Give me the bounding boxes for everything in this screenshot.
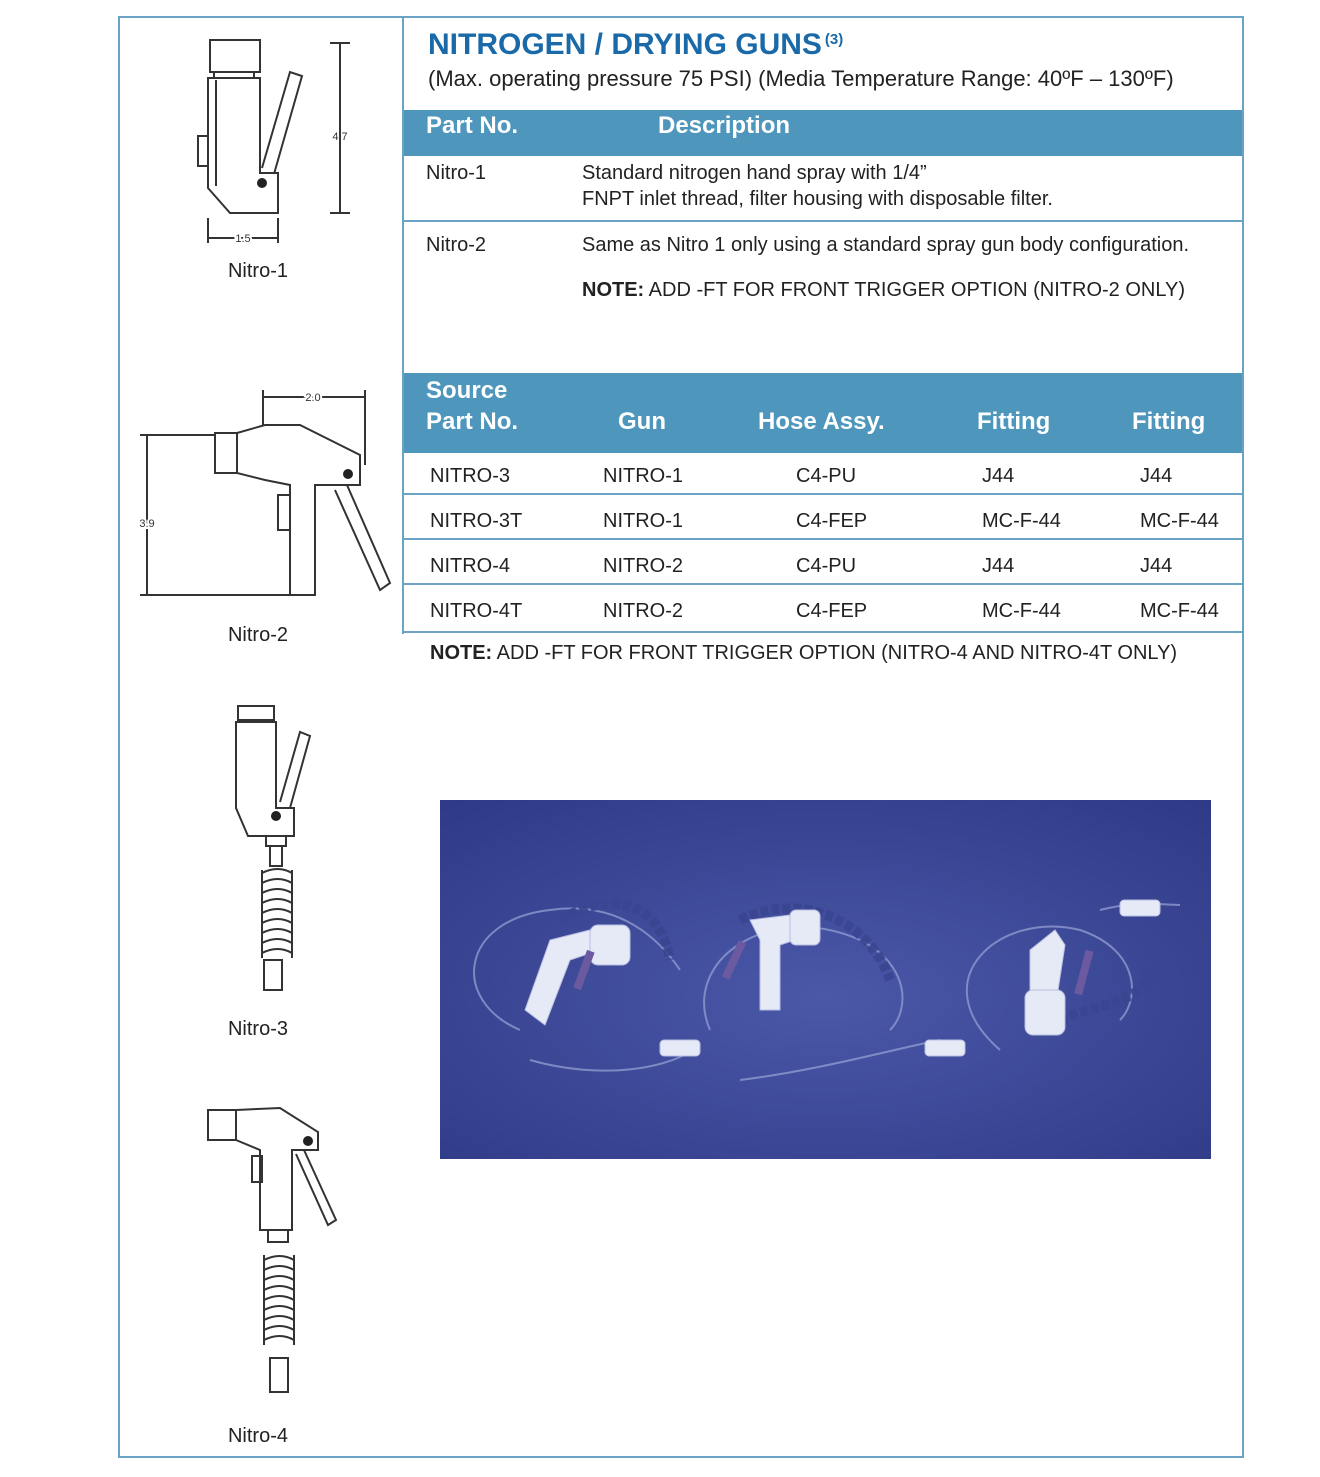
nitro-1-caption: Nitro-1: [227, 260, 288, 282]
nitro-3-drawing: [218, 698, 328, 1008]
gun-cell: NITRO-2: [603, 555, 683, 577]
page-subtitle: (Max. operating pressure 75 PSI) (Media Temperature Range: 40ºF – 130ºF): [428, 66, 1174, 91]
source-cell: NITRO-4T: [430, 600, 523, 622]
fitting-cell: MC-F-44: [1140, 600, 1219, 622]
page-title: NITROGEN / DRYING GUNS $^{(3)}$: [428, 28, 844, 61]
source-cell: NITRO-4: [430, 555, 510, 577]
svg-text:2.0: 2.0: [305, 392, 321, 404]
parts-note: NOTE: ADD -FT FOR FRONT TRIGGER OPTION (NITRO-2 ONLY): [582, 279, 1185, 301]
part-no-cell: Nitro-1: [426, 162, 487, 184]
nitro-2-drawing: [135, 385, 400, 610]
fitting-cell: J44: [982, 555, 1015, 577]
hose-cell: C4-PU: [796, 555, 857, 577]
nitro-2-caption: Nitro-2: [227, 624, 288, 646]
part-no-cell: Nitro-2: [426, 234, 487, 256]
header-part-no: Part No.: [426, 408, 519, 435]
source-cell: NITRO-3: [430, 465, 510, 487]
nitro-1-drawing: [190, 28, 370, 258]
source-note: NOTE: ADD -FT FOR FRONT TRIGGER OPTION (NITRO-4 AND NITRO-4T ONLY): [430, 642, 1178, 664]
title-block: [404, 18, 1242, 110]
title-footnote: (3): [824, 31, 844, 48]
gun-cell: NITRO-1: [603, 465, 683, 487]
fitting-cell: MC-F-44: [982, 600, 1061, 622]
header-source: Source: [426, 377, 508, 404]
nitrogen-guns-photo: [440, 800, 1211, 1159]
description-cell: FNPT inlet thread, filter housing with disposable filter.: [582, 188, 1053, 210]
svg-text:4.7: 4.7: [332, 131, 348, 143]
description-cell: Same as Nitro 1 only using a standard spray gun body configuration.: [582, 234, 1190, 256]
description-cell: Standard nitrogen hand spray with 1/4”: [582, 162, 927, 184]
source-table-header: [404, 373, 1242, 453]
table-bottom-rule: [402, 631, 1242, 633]
hose-cell: C4-FEP: [796, 510, 868, 532]
row-divider: [404, 220, 1242, 222]
header-hose-assy: Hose Assy.: [758, 408, 885, 435]
header-fitting: Fitting: [1132, 408, 1206, 435]
header-gun: Gun: [618, 408, 666, 435]
header-part-no: Part No.: [426, 112, 519, 139]
row-divider: [404, 493, 1242, 495]
source-cell: NITRO-3T: [430, 510, 523, 532]
svg-text:1.5: 1.5: [235, 233, 251, 245]
fitting-cell: J44: [982, 465, 1015, 487]
fitting-cell: MC-F-44: [1140, 510, 1219, 532]
hose-cell: C4-PU: [796, 465, 857, 487]
hose-cell: C4-FEP: [796, 600, 868, 622]
nitro-4-caption: Nitro-4: [227, 1425, 288, 1447]
gun-cell: NITRO-1: [603, 510, 683, 532]
row-divider: [404, 538, 1242, 540]
fitting-cell: J44: [1140, 555, 1173, 577]
fitting-cell: J44: [1140, 465, 1173, 487]
header-description: Description: [658, 112, 791, 139]
svg-text:3.9: 3.9: [139, 518, 155, 530]
parts-table-header: [404, 110, 1242, 156]
row-divider: [404, 583, 1242, 585]
nitro-3-caption: Nitro-3: [227, 1018, 288, 1040]
header-fitting: Fitting: [977, 408, 1051, 435]
fitting-cell: MC-F-44: [982, 510, 1061, 532]
nitro-4-drawing: [200, 1100, 350, 1400]
gun-cell: NITRO-2: [603, 600, 683, 622]
